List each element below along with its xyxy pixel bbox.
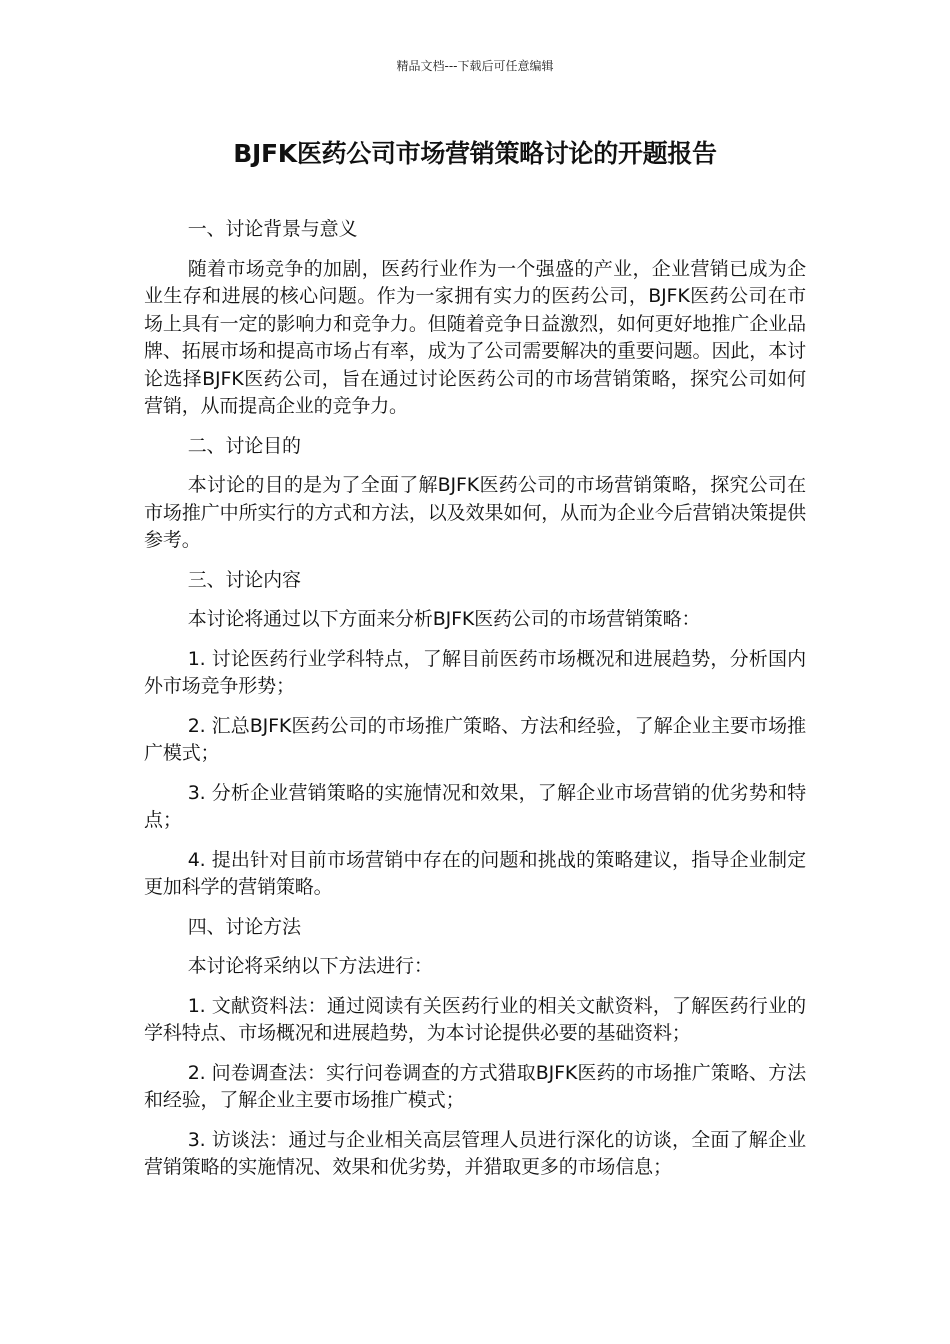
purpose-paragraph: 本讨论的目的是为了全面了解BJFK医药公司的市场营销策略，探究公司在市场推广中所实行的方式和方法，以及效果如何，从而为企业今后营销决策提供参考。 xyxy=(144,474,806,551)
document-body xyxy=(144,216,806,1194)
content-item-2: 2. 汇总BJFK医药公司的市场推广策略、方法和经验，了解企业主要市场推广模式； xyxy=(144,714,806,764)
section-heading-purpose: 二、讨论目的 xyxy=(187,434,301,457)
document-title: BJFK医药公司市场营销策略讨论的开题报告 xyxy=(233,139,717,168)
content-item-1: 1. 讨论医药行业学科特点，了解目前医药市场概况和进展趋势，分析国内外市场竞争形势； xyxy=(144,647,806,697)
method-item-2: 2. 问卷调查法：实行问卷调查的方式猎取BJFK医药的市场推广策略、方法和经验，了解企业主要市场推广模式； xyxy=(144,1061,806,1111)
method-item-3: 3. 访谈法：通过与企业相关高层管理人员进行深化的访谈，全面了解企业营销策略的实施情况、效果和优劣势，并猎取更多的市场信息； xyxy=(144,1128,806,1178)
content-item-4: 4. 提出针对目前市场营销中存在的问题和挑战的策略建议，指导企业制定更加科学的营销策略。 xyxy=(144,848,806,898)
method-intro-paragraph: 本讨论将采纳以下方法进行： xyxy=(187,955,433,977)
page-header: 精品文档---下载后可任意编辑 xyxy=(396,59,554,73)
section-heading-content: 三、讨论内容 xyxy=(187,568,301,591)
method-item-1: 1. 文献资料法：通过阅读有关医药行业的相关文献资料，了解医药行业的学科特点、市场概况和进展趋势，为本讨论提供必要的基础资料； xyxy=(144,994,806,1044)
section-heading-background: 一、讨论背景与意义 xyxy=(187,218,358,240)
content-item-3: 3. 分析企业营销策略的实施情况和效果，了解企业市场营销的优劣势和特点； xyxy=(144,781,806,831)
content-intro-paragraph: 本讨论将通过以下方面来分析BJFK医药公司的市场营销策略： xyxy=(187,608,701,630)
section-heading-method: 四、讨论方法 xyxy=(187,915,301,938)
background-paragraph: 随着市场竞争的加剧，医药行业作为一个强盛的产业，企业营销已成为企业生存和进展的核心问题。作为一家拥有实力的医药公司，BJFK医药公司在市场上具有一定的影响力和竞争力。但随着竞争日益激烈，如何更好地推广企业品牌、拓展市场和提高市场占有率，成为了公司需要解决的重要问题。因此，本讨论选择BJFK医药公司，旨在通过讨论医药公司的市场营销策略，探究公司如何营销，从而提高企业的竞争力。 xyxy=(144,257,806,417)
